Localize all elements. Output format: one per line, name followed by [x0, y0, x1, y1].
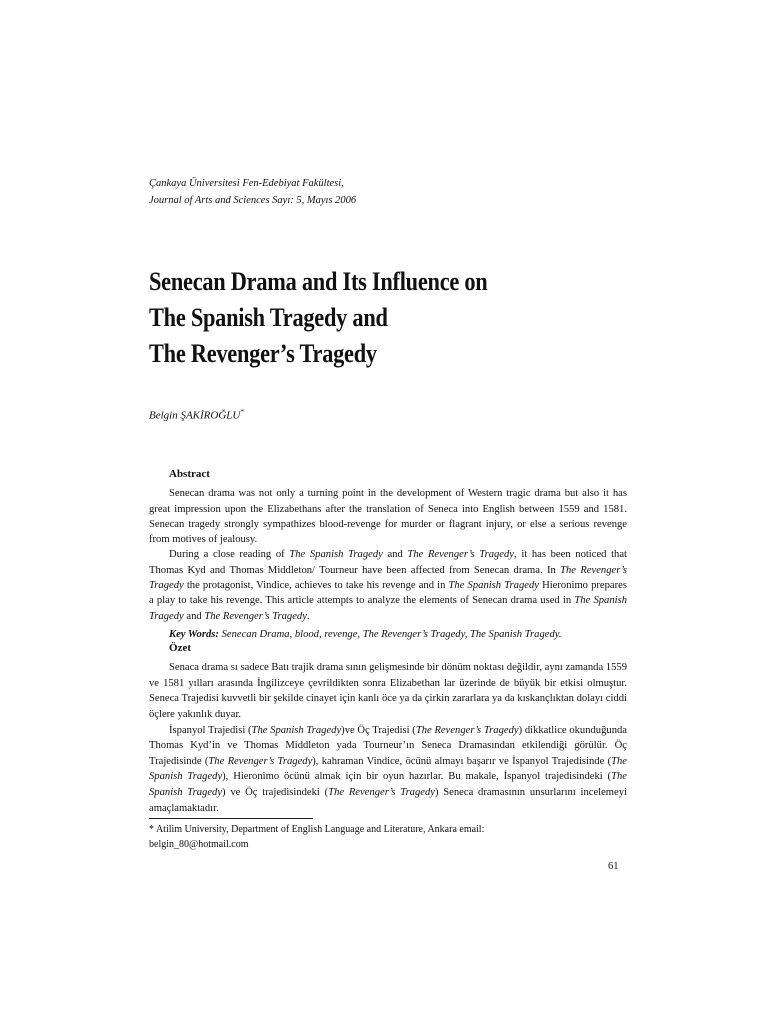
text-run: Hieronimo prepares a play to take his revenge. This article attempts to analyze the elements of Senecan drama used in [149, 580, 627, 607]
text-run: ) dikkatlice okunduğunda Thomas Kyd’in ve Thomas Middleton yada Tourneur’ın Seneca Dramasından etkilendiği görülür. Öç Trajedisinde ( [149, 724, 627, 767]
footnote-email: belgin_80@hotmail.com [149, 838, 249, 850]
italic-title: The Revenger’s Tragedy [415, 724, 519, 736]
abstract-heading: Abstract [169, 468, 210, 480]
article-title [149, 264, 562, 372]
text-run: the protagonist, Vindice, achieves to take his revenge and in [183, 580, 449, 592]
text-run: , it has been noticed that Thomas Kyd and Thomas Middleton/ Tourneur have been affected from Senecan drama. In [149, 549, 627, 576]
journal-line-1: Çankaya Üniversitesi Fen-Edebiyat Fakültesi, [149, 178, 344, 189]
abstract-paragraph-1: Senecan drama was not only a turning point in the development of Western tragic drama but also it has great impression upon the Elizabethans after the translation of Seneca into English between 1559 and 1581. Senecan tragedy strongly sympathizes blood-revenge for murder or flagrant injury, or else a serious revenge from motives of jealousy. [149, 488, 627, 546]
text-run: İspanyol Trajedisi ( [169, 724, 252, 736]
key-words [149, 627, 627, 642]
ozet-section [149, 641, 627, 816]
italic-title: The Spanish Tragedy [149, 595, 627, 622]
footnote-divider [149, 818, 313, 819]
abstract-paragraph-2 [149, 547, 627, 623]
title-line-3: The Revenger’s Tragedy [149, 339, 377, 368]
text-run: and [382, 549, 408, 561]
italic-title: The Revenger’s Tragedy [407, 549, 515, 561]
title-line-2: The Spanish Tragedy and [149, 303, 388, 332]
ozet-paragraph-1: Senaca drama sı sadece Batı trajik drama sının gelişmesinde bir dönüm noktası değildir, aynı zamanda 1559 ve 1581 yılları arasında İngilizceye çevrildikten sonra Elizabethan lar üzerinde de büyük bir etkisi olmuştur. Seneca Trajedisi kuvvetli bir şekilde cinayet için kanlı öce ya da çirkin zararlara ya da kıskançlıktan dolayı ciddi öçlere yakınlık duyar. [149, 662, 627, 721]
footnote-line-1: * Atilim University, Department of English Language and Literature, Ankara email: [149, 824, 485, 835]
ozet-heading: Özet [169, 642, 191, 654]
journal-header [149, 175, 356, 209]
italic-title: The Spanish Tragedy [448, 580, 539, 592]
author-footnote-mark: * [240, 408, 244, 416]
text-run: ) ve Öç trajedisindeki ( [222, 787, 329, 799]
text-run: . [306, 610, 310, 622]
footnote [149, 823, 629, 852]
text-run: During a close reading of [169, 549, 290, 561]
author-line [149, 408, 244, 422]
italic-title: The Revenger’s Tragedy [149, 564, 627, 592]
title-line-1: Senecan Drama and Its Influence on [149, 267, 488, 296]
text-run: ), Hieronimo öcünü almak için bir oyun hazırlar. Bu makale, İspanyol trajedisindeki ( [222, 771, 612, 783]
italic-title: The Spanish Tragedy [149, 755, 627, 783]
italic-title: The Spanish Tragedy [289, 549, 383, 561]
italic-title: The Revenger’s Tragedy [204, 610, 307, 622]
text-run: )ve Öç Trajedisi ( [341, 724, 416, 736]
ozet-paragraph-2 [149, 723, 627, 817]
italic-title: The Revenger’s Tragedy [208, 755, 313, 767]
abstract-section [149, 467, 627, 642]
text-run: ) Seneca dramasının unsurlarını incelemeyi amaçlamaktadır. [149, 787, 627, 814]
key-words-label: Key Words: [169, 628, 219, 640]
journal-line-2: Journal of Arts and Sciences Sayı: 5, Mayıs 2006 [149, 195, 357, 206]
italic-title: The Spanish Tragedy [149, 771, 627, 799]
page-number: 61 [608, 861, 619, 872]
text-run: ), kahraman Vindice, öcünü almayı başarır ve İspanyol Trajedisinde ( [312, 755, 612, 767]
italic-title: The Revenger’s Tragedy [328, 787, 435, 799]
key-words-text: Senecan Drama, blood, revenge, The Revenger’s Tragedy, The Spanish Tragedy. [218, 628, 562, 640]
author-name: Belgin ŞAKİROĞLU [149, 409, 241, 422]
text-run: and [183, 610, 205, 622]
italic-title: The Spanish Tragedy [251, 724, 342, 736]
